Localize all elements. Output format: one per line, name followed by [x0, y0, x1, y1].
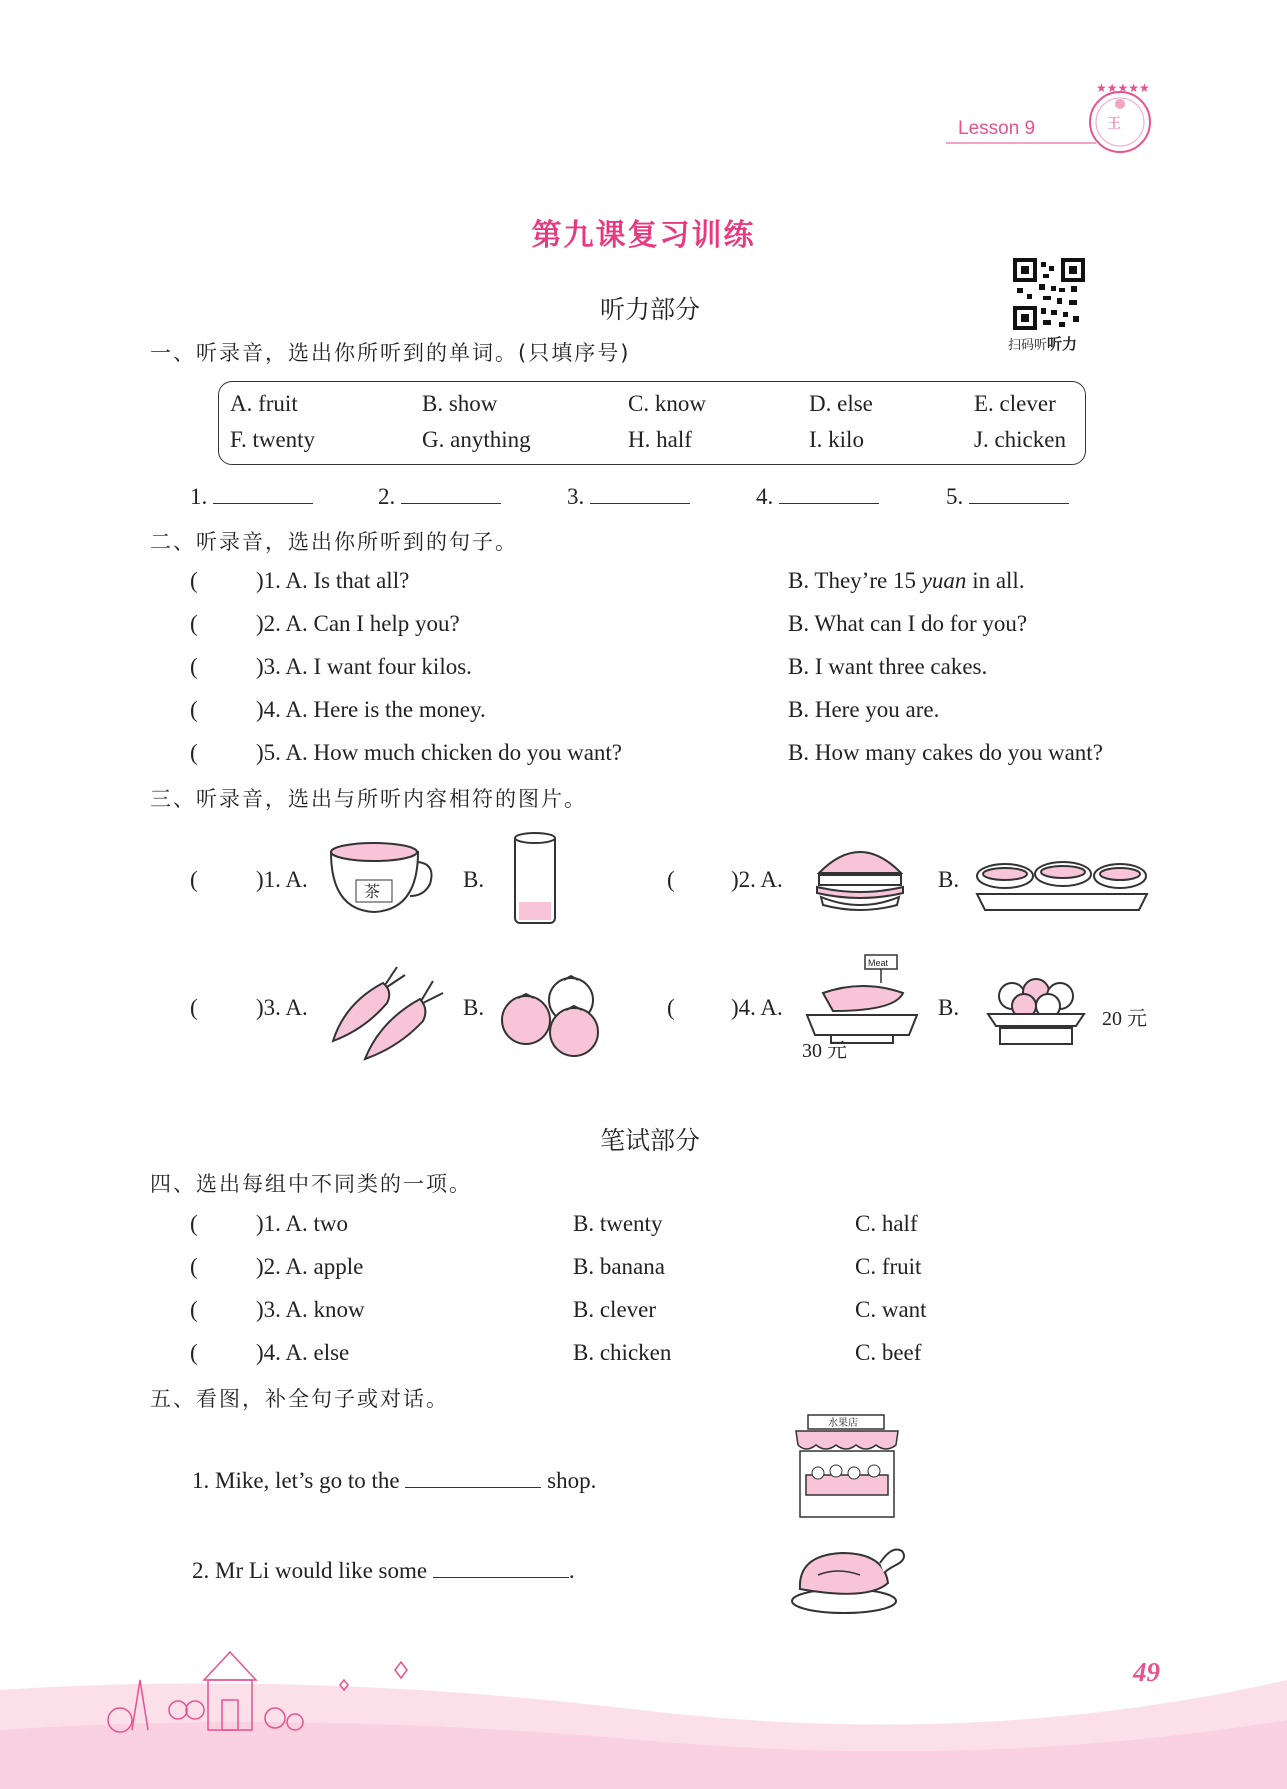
part3-heading: 三、听录音，选出与所听内容相符的图片。: [150, 787, 587, 811]
word-option: B. show: [422, 391, 498, 416]
option-b-text-end: in all.: [966, 568, 1025, 593]
footer-decoration: [0, 1560, 1287, 1789]
option-a: )1. A. two: [256, 1211, 348, 1236]
option-b-emphasis: yuan: [921, 568, 967, 593]
option-b: B. What can I do for you?: [788, 611, 1028, 636]
sentence-2-end: .: [568, 1558, 575, 1583]
word-option: D. else: [809, 391, 873, 416]
writing-heading: 笔试部分: [599, 1126, 700, 1155]
answer-paren[interactable]: (: [190, 867, 198, 892]
option-b-label: B.: [938, 995, 960, 1020]
option-b-text: B. They’re 15: [788, 568, 922, 593]
option-a: )3. A. I want four kilos.: [256, 654, 472, 679]
sentence-1-blank[interactable]: [405, 1467, 541, 1488]
option-b-label: B.: [938, 867, 960, 892]
price-a: 30 元: [802, 1040, 847, 1062]
lesson-label: Lesson 9: [958, 118, 1036, 139]
price-b: 20 元: [1102, 1008, 1147, 1030]
answer-paren[interactable]: (: [190, 611, 198, 636]
answer-blank-4[interactable]: [756, 483, 879, 510]
answer-blank-1[interactable]: [190, 483, 313, 510]
blank-number: 3.: [567, 484, 585, 509]
option-b: B. banana: [573, 1254, 665, 1279]
option-b-label: B.: [463, 867, 485, 892]
hamburger-icon: [815, 843, 905, 913]
part5-heading: 五、看图，补全句子或对话。: [150, 1387, 449, 1411]
option-b-label: B.: [463, 995, 485, 1020]
word-option: I. kilo: [809, 427, 864, 452]
option-b: B. twenty: [573, 1211, 663, 1236]
answer-blank-2[interactable]: [378, 483, 501, 510]
tea-character: 茶: [364, 882, 381, 901]
option-a: )2. A. apple: [256, 1254, 364, 1279]
listening-heading: 听力部分: [599, 295, 700, 324]
word-option: F. twenty: [230, 427, 316, 452]
brand-badge-icon: [1080, 78, 1160, 158]
answer-paren[interactable]: (: [190, 697, 198, 722]
option-b: [788, 568, 1025, 594]
answer-blank-3[interactable]: [567, 483, 690, 510]
glass-icon: [510, 830, 560, 930]
part4-heading: 四、选出每组中不同类的一项。: [150, 1172, 472, 1196]
option-a: )5. A. How much chicken do you want?: [256, 740, 623, 765]
picture-question-3: )3. A.: [256, 995, 308, 1020]
word-option: A. fruit: [230, 391, 298, 416]
option-a: )2. A. Can I help you?: [256, 611, 460, 636]
sentence-1-end: shop.: [547, 1468, 597, 1493]
option-c: C. want: [855, 1297, 927, 1322]
option-c: C. fruit: [855, 1254, 922, 1279]
meat-label: Meat: [868, 958, 889, 968]
option-b: B. I want three cakes.: [788, 654, 988, 679]
svg-text:★★★★★: ★★★★★: [1096, 81, 1150, 95]
qr-caption: [1008, 333, 1077, 354]
blank-number: 5.: [946, 484, 964, 509]
fruit-shop-icon: [792, 1413, 902, 1521]
answer-paren[interactable]: (: [667, 995, 675, 1020]
answer-paren[interactable]: (: [190, 1211, 198, 1236]
part2-heading: 二、听录音，选出你所听到的句子。: [150, 530, 518, 554]
answer-paren[interactable]: (: [190, 740, 198, 765]
blank-number: 1.: [190, 484, 208, 509]
sentence-1: [192, 1467, 596, 1494]
word-option: H. half: [628, 427, 692, 452]
page-number: 49: [1133, 1657, 1160, 1687]
option-a: )1. A. Is that all?: [256, 568, 410, 593]
tomatoes-icon: [496, 970, 606, 1060]
option-b: B. chicken: [573, 1340, 672, 1365]
answer-paren[interactable]: (: [190, 654, 198, 679]
meat-scale-icon: [803, 953, 923, 1045]
word-option: J. chicken: [974, 427, 1066, 452]
answer-paren[interactable]: (: [667, 867, 675, 892]
option-a: )3. A. know: [256, 1297, 365, 1322]
word-option: E. clever: [974, 391, 1056, 416]
option-a: )4. A. Here is the money.: [256, 697, 486, 722]
answer-paren[interactable]: (: [190, 1297, 198, 1322]
carrots-icon: [325, 963, 455, 1063]
qr-caption-big: 听力: [1047, 335, 1078, 353]
picture-question-1: )1. A.: [256, 867, 308, 892]
svg-text:王: 王: [1107, 116, 1121, 132]
option-c: C. half: [855, 1211, 918, 1236]
part1-heading: 一、听录音，选出你所听到的单词。(只填序号): [150, 341, 631, 365]
header-divider: [946, 142, 1096, 144]
answer-paren[interactable]: (: [190, 995, 198, 1020]
eggs-scale-icon: [980, 970, 1090, 1050]
option-c: C. beef: [855, 1340, 922, 1365]
blank-number: 2.: [378, 484, 396, 509]
hotdogs-icon: [975, 846, 1150, 916]
blank-number: 4.: [756, 484, 774, 509]
option-b: B. clever: [573, 1297, 657, 1322]
word-option: C. know: [628, 391, 706, 416]
answer-paren[interactable]: (: [190, 568, 198, 593]
option-b: B. How many cakes do you want?: [788, 740, 1103, 765]
tea-cup-icon: [326, 840, 436, 920]
option-b: B. Here you are.: [788, 697, 940, 722]
picture-question-2: )2. A.: [731, 867, 783, 892]
qr-caption-small: 扫码听: [1008, 338, 1048, 353]
option-a: )4. A. else: [256, 1340, 350, 1365]
word-option: G. anything: [422, 427, 531, 452]
sentence-1-start: 1. Mike, let’s go to the: [192, 1468, 400, 1493]
page-title: 第九课复习训练: [531, 218, 756, 253]
picture-question-4: )4. A.: [731, 995, 783, 1020]
answer-paren[interactable]: (: [190, 1340, 198, 1365]
answer-paren[interactable]: (: [190, 1254, 198, 1279]
sentence-2-start: 2. Mr Li would like some: [192, 1558, 428, 1583]
answer-blank-5[interactable]: [946, 483, 1069, 510]
shop-sign: 水果店: [828, 1418, 858, 1429]
